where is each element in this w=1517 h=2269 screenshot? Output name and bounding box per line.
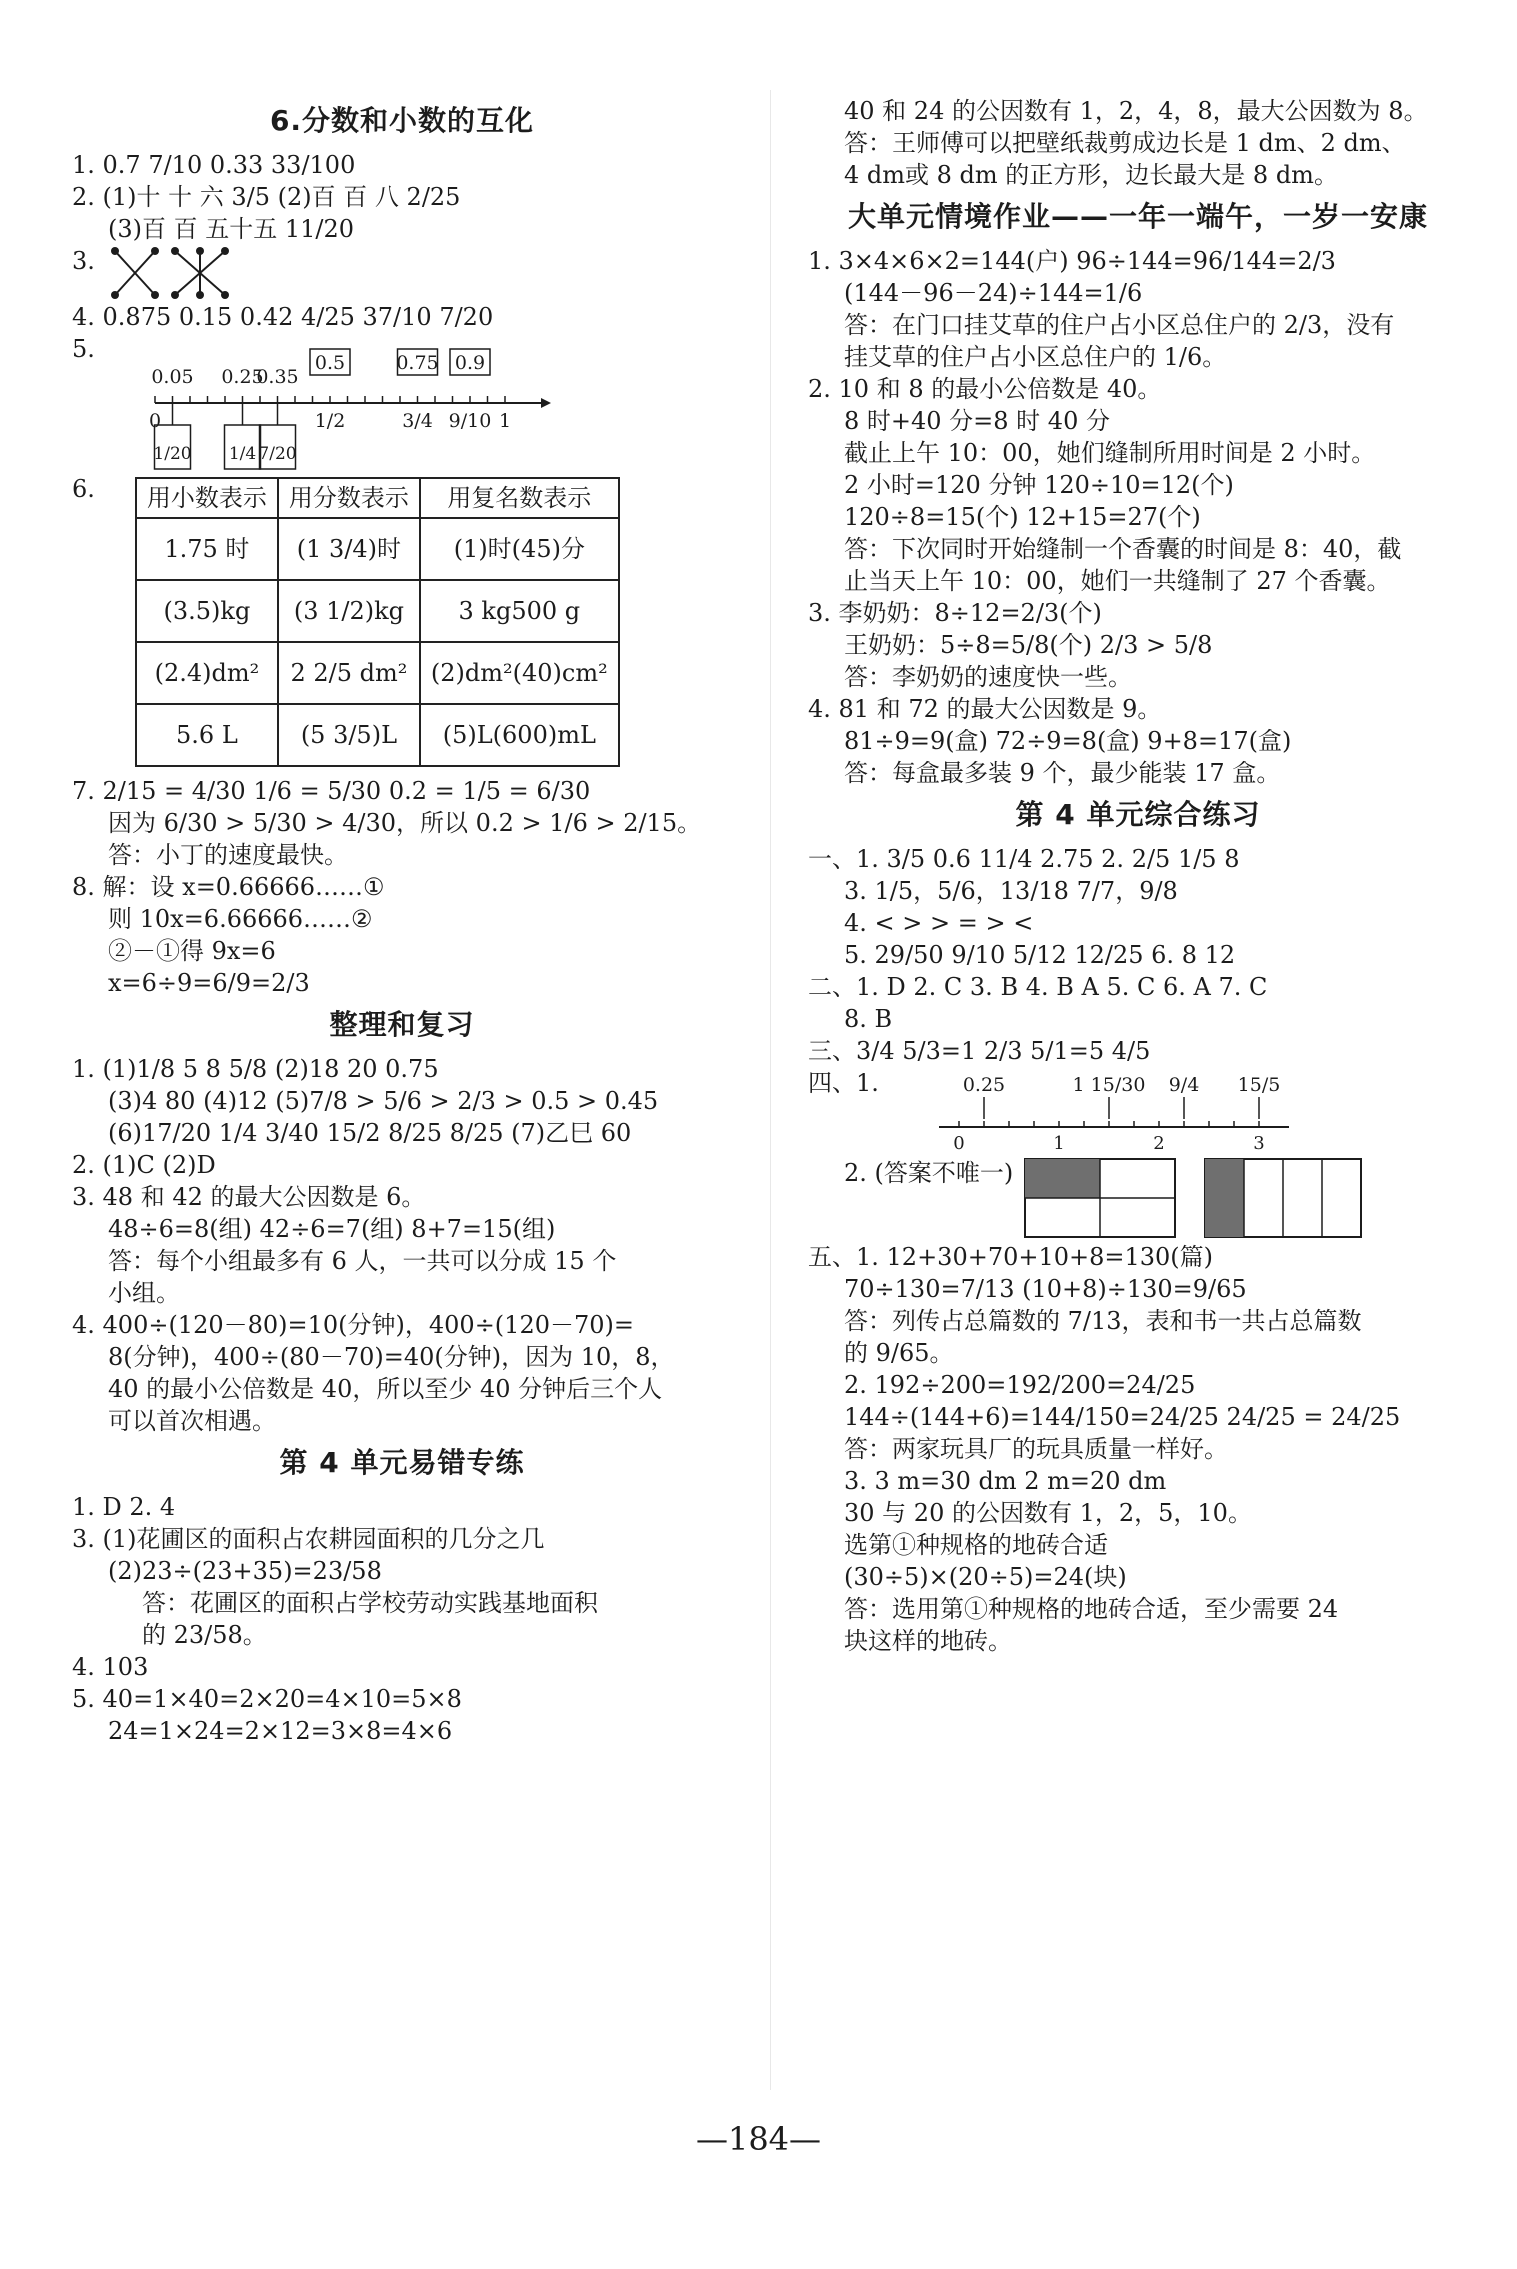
answer-text: 五、1. 12+30+70+10+8=130(篇) <box>808 1243 1214 1271</box>
boxed-bottom-value: 7/20 <box>258 444 297 464</box>
bottom-value-label: 3/4 <box>402 410 433 432</box>
table-row <box>136 642 619 704</box>
column-separator <box>770 90 771 2090</box>
answer-text: 1. 0.7 7/10 0.33 33/100 <box>72 151 356 179</box>
boxed-bottom-value: 1/20 <box>153 444 192 464</box>
answer-text: 3. 1/5，5/6，13/18 7/7，9/8 <box>844 877 1178 905</box>
answer-text: (3)百 百 五十五 11/20 <box>108 215 355 243</box>
table-header: 用小数表示 <box>136 478 278 518</box>
answer-line <box>72 935 732 967</box>
answer-line <box>72 1587 732 1619</box>
answer-line <box>808 597 1468 629</box>
answer-text: ②－①得 9x=6 <box>108 937 276 965</box>
answer-line <box>72 1117 732 1149</box>
answer-text: 4. 400÷(120－80)=10(分钟)，400÷(120－70)= <box>72 1311 634 1339</box>
answer-text: 6. <box>72 475 95 503</box>
answer-text: 70÷130=7/13 (10+8)÷130=9/65 <box>844 1275 1247 1303</box>
answer-text: 答：每个小组最多有 6 人，一共可以分成 15 个 <box>108 1247 617 1275</box>
answer-line <box>72 301 732 333</box>
answer-line <box>808 907 1468 939</box>
answer-text: 4. < > > = > < <box>844 909 1034 937</box>
answer-line <box>72 1491 732 1523</box>
section-title: 大单元情境作业——一年一端午，一岁一安康 <box>847 200 1428 233</box>
answer-line <box>808 1241 1468 1273</box>
answer-text: 答：两家玩具厂的玩具质量一样好。 <box>844 1435 1228 1463</box>
answer-text: 1. 3×4×6×2=144(户) 96÷144=96/144=2/3 <box>808 247 1336 275</box>
boxed-top-value: 0.75 <box>396 352 439 374</box>
match-dot <box>221 291 229 299</box>
answer-line <box>808 1305 1468 1337</box>
bottom-value-label: 1 <box>1053 1133 1065 1154</box>
answer-line <box>808 1067 1468 1157</box>
answer-text: 40 和 24 的公因数有 1，2，4，8，最大公因数为 8。 <box>844 97 1428 125</box>
answer-line <box>808 1273 1468 1305</box>
right-column <box>808 95 1468 1657</box>
answer-text: 一、1. 3/5 0.6 11/4 2.75 2. 2/5 1/5 8 <box>808 845 1240 873</box>
table-cell: (2.4)dm² <box>136 642 278 704</box>
answer-text: 块这样的地砖。 <box>844 1627 1012 1655</box>
answer-text: 答：在门口挂艾草的住户占小区总住户的 2/3，没有 <box>844 311 1395 339</box>
match-dot <box>196 247 204 255</box>
answer-line <box>72 967 732 999</box>
answer-text: 8 时+40 分=8 时 40 分 <box>844 407 1110 435</box>
answer-text: 二、1. D 2. C 3. B 4. B A 5. C 6. A 7. C <box>808 973 1268 1001</box>
answer-text: 48÷6=8(组) 42÷6=7(组) 8+7=15(组) <box>108 1215 556 1243</box>
answer-line <box>808 1465 1468 1497</box>
answer-text: 8. 解：设 x=0.66666……① <box>72 873 385 901</box>
answer-line <box>808 1625 1468 1657</box>
answer-line <box>72 1523 732 1555</box>
answer-text: 四、1. <box>808 1069 879 1097</box>
answer-text: 5. 40=1×40=2×20=4×10=5×8 <box>72 1685 462 1713</box>
answer-line <box>72 871 732 903</box>
answer-line <box>72 775 732 807</box>
table-cell: 2 2/5 dm² <box>278 642 420 704</box>
answer-line <box>808 1497 1468 1529</box>
answer-line <box>72 1715 732 1747</box>
answer-line <box>808 405 1468 437</box>
answer-line <box>808 373 1468 405</box>
bottom-value-label: 1 <box>498 410 511 432</box>
answer-text: 8. B <box>844 1005 893 1033</box>
bottom-value-label: 3 <box>1253 1133 1265 1154</box>
matching-lines-figure <box>105 245 265 301</box>
bottom-value-label: 0 <box>148 410 161 432</box>
answer-text: 24=1×24=2×12=3×8=4×6 <box>108 1717 453 1745</box>
answer-text: 2. 10 和 8 的最小公倍数是 40。 <box>808 375 1162 403</box>
answer-text: 2. (答案不唯一) <box>844 1159 1014 1187</box>
answer-text: 选第①种规格的地砖合适 <box>844 1531 1108 1559</box>
answer-text: 止当天上午 10：00，她们一共缝制了 27 个香囊。 <box>844 567 1391 595</box>
answer-line <box>808 1035 1468 1067</box>
answer-text: 答：每盒最多装 9 个，最少能装 17 盒。 <box>844 759 1281 787</box>
answer-text: x=6÷9=6/9=2/3 <box>108 969 310 997</box>
answer-text: 5. <box>72 335 95 363</box>
match-dot <box>111 291 119 299</box>
answer-line <box>72 1085 732 1117</box>
answer-text: (2)23÷(23+35)=23/58 <box>108 1557 382 1585</box>
answer-text: 8(分钟)，400÷(80－70)=40(分钟)，因为 10，8， <box>108 1343 675 1371</box>
section-title: 6.分数和小数的互化 <box>269 104 535 137</box>
axis-arrow <box>541 398 551 408</box>
answer-text: 可以首次相遇。 <box>108 1407 276 1435</box>
answer-text: 4. 81 和 72 的最大公因数是 9。 <box>808 695 1162 723</box>
answer-text: 王奶奶：5÷8=5/8(个) 2/3 > 5/8 <box>844 631 1213 659</box>
answer-text: 则 10x=6.66666……② <box>108 905 373 933</box>
table-row <box>136 704 619 766</box>
answer-line <box>808 95 1468 127</box>
answer-line <box>72 1555 732 1587</box>
table-cell: 5.6 L <box>136 704 278 766</box>
answer-text: 5. 29/50 9/10 5/12 12/25 6. 8 12 <box>844 941 1236 969</box>
answer-line <box>808 159 1468 191</box>
answer-text: 3. <box>72 247 95 275</box>
top-value-label: 9/4 <box>1168 1074 1200 1096</box>
answer-line <box>72 1309 732 1341</box>
answer-text: 的 23/58。 <box>142 1621 267 1649</box>
answer-line <box>72 1683 732 1715</box>
answer-line <box>808 629 1468 661</box>
answer-line <box>808 1337 1468 1369</box>
table-cell: (3.5)kg <box>136 580 278 642</box>
answer-text: 1. (1)1/8 5 8 5/8 (2)18 20 0.75 <box>72 1055 439 1083</box>
table-header: 用复名数表示 <box>420 478 619 518</box>
answer-line <box>72 1277 732 1309</box>
table-row <box>136 580 619 642</box>
boxed-top-value: 0.9 <box>454 352 486 374</box>
section-title: 第 4 单元易错专练 <box>279 1446 525 1479</box>
top-value-label: 0.25 <box>221 366 264 388</box>
answer-text: 40 的最小公倍数是 40，所以至少 40 分钟后三个人 <box>108 1375 663 1403</box>
shaded-part <box>1025 1159 1100 1198</box>
answer-line <box>72 1373 732 1405</box>
answer-line <box>72 1053 732 1085</box>
table-row <box>136 518 619 580</box>
match-dot <box>221 247 229 255</box>
answer-line <box>808 437 1468 469</box>
answer-text: 4. 0.875 0.15 0.42 4/25 37/10 7/20 <box>72 303 494 331</box>
answer-line <box>808 127 1468 159</box>
answer-line <box>72 213 732 245</box>
answer-text: (3)4 80 (4)12 (5)7/8 > 5/6 > 2/3 > 0.5 > 0.45 <box>108 1087 659 1115</box>
answer-line <box>808 1433 1468 1465</box>
table-cell: (5 3/5)L <box>278 704 420 766</box>
answer-line <box>808 341 1468 373</box>
number-line-figure <box>105 333 565 473</box>
answer-text: 3. 李奶奶：8÷12=2/3(个) <box>808 599 1102 627</box>
boxed-bottom-value: 1/4 <box>228 444 257 464</box>
answer-text: 30 与 20 的公因数有 1，2，5，10。 <box>844 1499 1252 1527</box>
table-cell: (1 3/4)时 <box>278 518 420 580</box>
answer-line <box>72 1149 732 1181</box>
table-header: 用分数表示 <box>278 478 420 518</box>
answer-line <box>808 939 1468 971</box>
answer-text: 2. (1)C (2)D <box>72 1151 216 1179</box>
answer-text: 7. 2/15 = 4/30 1/6 = 5/30 0.2 = 1/5 = 6/30 <box>72 777 591 805</box>
answer-text: 4 dm或 8 dm 的正方形，边长最大是 8 dm。 <box>844 161 1338 189</box>
conversion-table <box>135 477 620 767</box>
answer-line <box>808 565 1468 597</box>
answer-text: 2 小时=120 分钟 120÷10=12(个) <box>844 471 1234 499</box>
bottom-value-label: 0 <box>953 1133 965 1154</box>
table-cell: (3 1/2)kg <box>278 580 420 642</box>
answer-text: 2. (1)十 十 六 3/5 (2)百 百 八 2/25 <box>72 183 461 211</box>
number-line-2-figure <box>889 1067 1289 1157</box>
answer-line <box>808 661 1468 693</box>
answer-text: 答：小丁的速度最快。 <box>108 841 348 869</box>
top-value-label: 0.35 <box>256 366 299 388</box>
bottom-value-label: 2 <box>1153 1133 1165 1154</box>
answer-line <box>808 1561 1468 1593</box>
answer-text: (30÷5)×(20÷5)=24(块) <box>844 1563 1127 1591</box>
top-value-label: 0.25 <box>962 1074 1006 1096</box>
match-dot <box>151 291 159 299</box>
answer-line <box>808 693 1468 725</box>
answer-line <box>808 309 1468 341</box>
shaded-part <box>1205 1159 1244 1237</box>
match-dot <box>151 247 159 255</box>
answer-line <box>808 971 1468 1003</box>
answer-line <box>808 725 1468 757</box>
answer-text: 答：列传占总篇数的 7/13，表和书一共占总篇数 <box>844 1307 1362 1335</box>
answer-line <box>808 1529 1468 1561</box>
answer-line <box>72 1245 732 1277</box>
match-dot <box>171 247 179 255</box>
answer-line <box>72 245 732 301</box>
answer-line <box>808 501 1468 533</box>
page-number: —184— <box>695 2120 822 2158</box>
answer-text: 三、3/4 5/3=1 2/3 5/1=5 4/5 <box>808 1037 1151 1065</box>
answer-line <box>72 1341 732 1373</box>
answer-text: 答：花圃区的面积占学校劳动实践基地面积 <box>142 1589 598 1617</box>
top-value-label: 0.05 <box>151 366 194 388</box>
answer-text: 答：李奶奶的速度快一些。 <box>844 663 1132 691</box>
answer-text: 3. 3 m=30 dm 2 m=20 dm <box>844 1467 1167 1495</box>
answer-line <box>72 1181 732 1213</box>
answer-line <box>72 149 732 181</box>
answer-text: 4. 103 <box>72 1653 149 1681</box>
answer-text: (6)17/20 1/4 3/40 15/2 8/25 8/25 (7)乙巳 60 <box>108 1119 632 1147</box>
answer-line <box>72 1213 732 1245</box>
left-column <box>72 95 732 1747</box>
answer-line <box>72 1619 732 1651</box>
answer-line <box>808 1401 1468 1433</box>
answer-line <box>72 839 732 871</box>
top-value-label: 15/5 <box>1237 1074 1281 1096</box>
answer-line <box>72 903 732 935</box>
answer-text: 答：王师傅可以把壁纸裁剪成边长是 1 dm、2 dm、 <box>844 129 1406 157</box>
answer-line <box>808 1593 1468 1625</box>
answer-text: 1. D 2. 4 <box>72 1493 176 1521</box>
answer-text: 答：选用第①种规格的地砖合适，至少需要 24 <box>844 1595 1339 1623</box>
answer-text: (144－96－24)÷144=1/6 <box>844 279 1143 307</box>
answer-line <box>72 473 732 775</box>
section-title: 第 4 单元综合练习 <box>1015 798 1261 831</box>
answer-line <box>808 757 1468 789</box>
section-title: 整理和复习 <box>329 1008 475 1041</box>
bottom-value-label: 9/10 <box>448 410 492 432</box>
table-cell: (2)dm²(40)cm² <box>420 642 619 704</box>
answer-line <box>72 1651 732 1683</box>
answer-line <box>808 245 1468 277</box>
answer-text: 截止上午 10：00，她们缝制所用时间是 2 小时。 <box>844 439 1376 467</box>
answer-line <box>72 807 732 839</box>
answer-text: 因为 6/30 > 5/30 > 4/30，所以 0.2 > 1/6 > 2/15。 <box>108 809 702 837</box>
bottom-value-label: 1/2 <box>314 410 346 432</box>
match-dot <box>196 291 204 299</box>
answer-line <box>72 1405 732 1437</box>
shaded-rectangles-figure <box>1023 1157 1383 1241</box>
top-value-label: 1 15/30 <box>1072 1074 1146 1096</box>
answer-text: 3. 48 和 42 的最大公因数是 6。 <box>72 1183 426 1211</box>
answer-text: 的 9/65。 <box>844 1339 954 1367</box>
answer-line <box>808 469 1468 501</box>
table-cell: 1.75 时 <box>136 518 278 580</box>
answer-text: 挂艾草的住户占小区总住户的 1/6。 <box>844 343 1227 371</box>
table-cell: 3 kg500 g <box>420 580 619 642</box>
answer-line <box>808 533 1468 565</box>
answer-line <box>808 843 1468 875</box>
answer-line <box>808 1369 1468 1401</box>
answer-line <box>808 1003 1468 1035</box>
match-dot <box>111 247 119 255</box>
answer-line <box>808 1157 1468 1241</box>
answer-text: 小组。 <box>108 1279 180 1307</box>
answer-line <box>808 277 1468 309</box>
answer-line <box>72 333 732 473</box>
answer-text: 144÷(144+6)=144/150=24/25 24/25 = 24/25 <box>844 1403 1401 1431</box>
answer-text: 81÷9=9(盒) 72÷9=8(盒) 9+8=17(盒) <box>844 727 1292 755</box>
match-dot <box>171 291 179 299</box>
answer-text: 120÷8=15(个) 12+15=27(个) <box>844 503 1201 531</box>
answer-line <box>72 181 732 213</box>
answer-text: 答：下次同时开始缝制一个香囊的时间是 8：40，截 <box>844 535 1402 563</box>
answer-text: 2. 192÷200=192/200=24/25 <box>844 1371 1196 1399</box>
boxed-top-value: 0.5 <box>314 352 346 374</box>
answer-text: 3. (1)花圃区的面积占农耕园面积的几分之几 <box>72 1525 545 1553</box>
table-cell: (5)L(600)mL <box>420 704 619 766</box>
answer-line <box>808 875 1468 907</box>
table-cell: (1)时(45)分 <box>420 518 619 580</box>
